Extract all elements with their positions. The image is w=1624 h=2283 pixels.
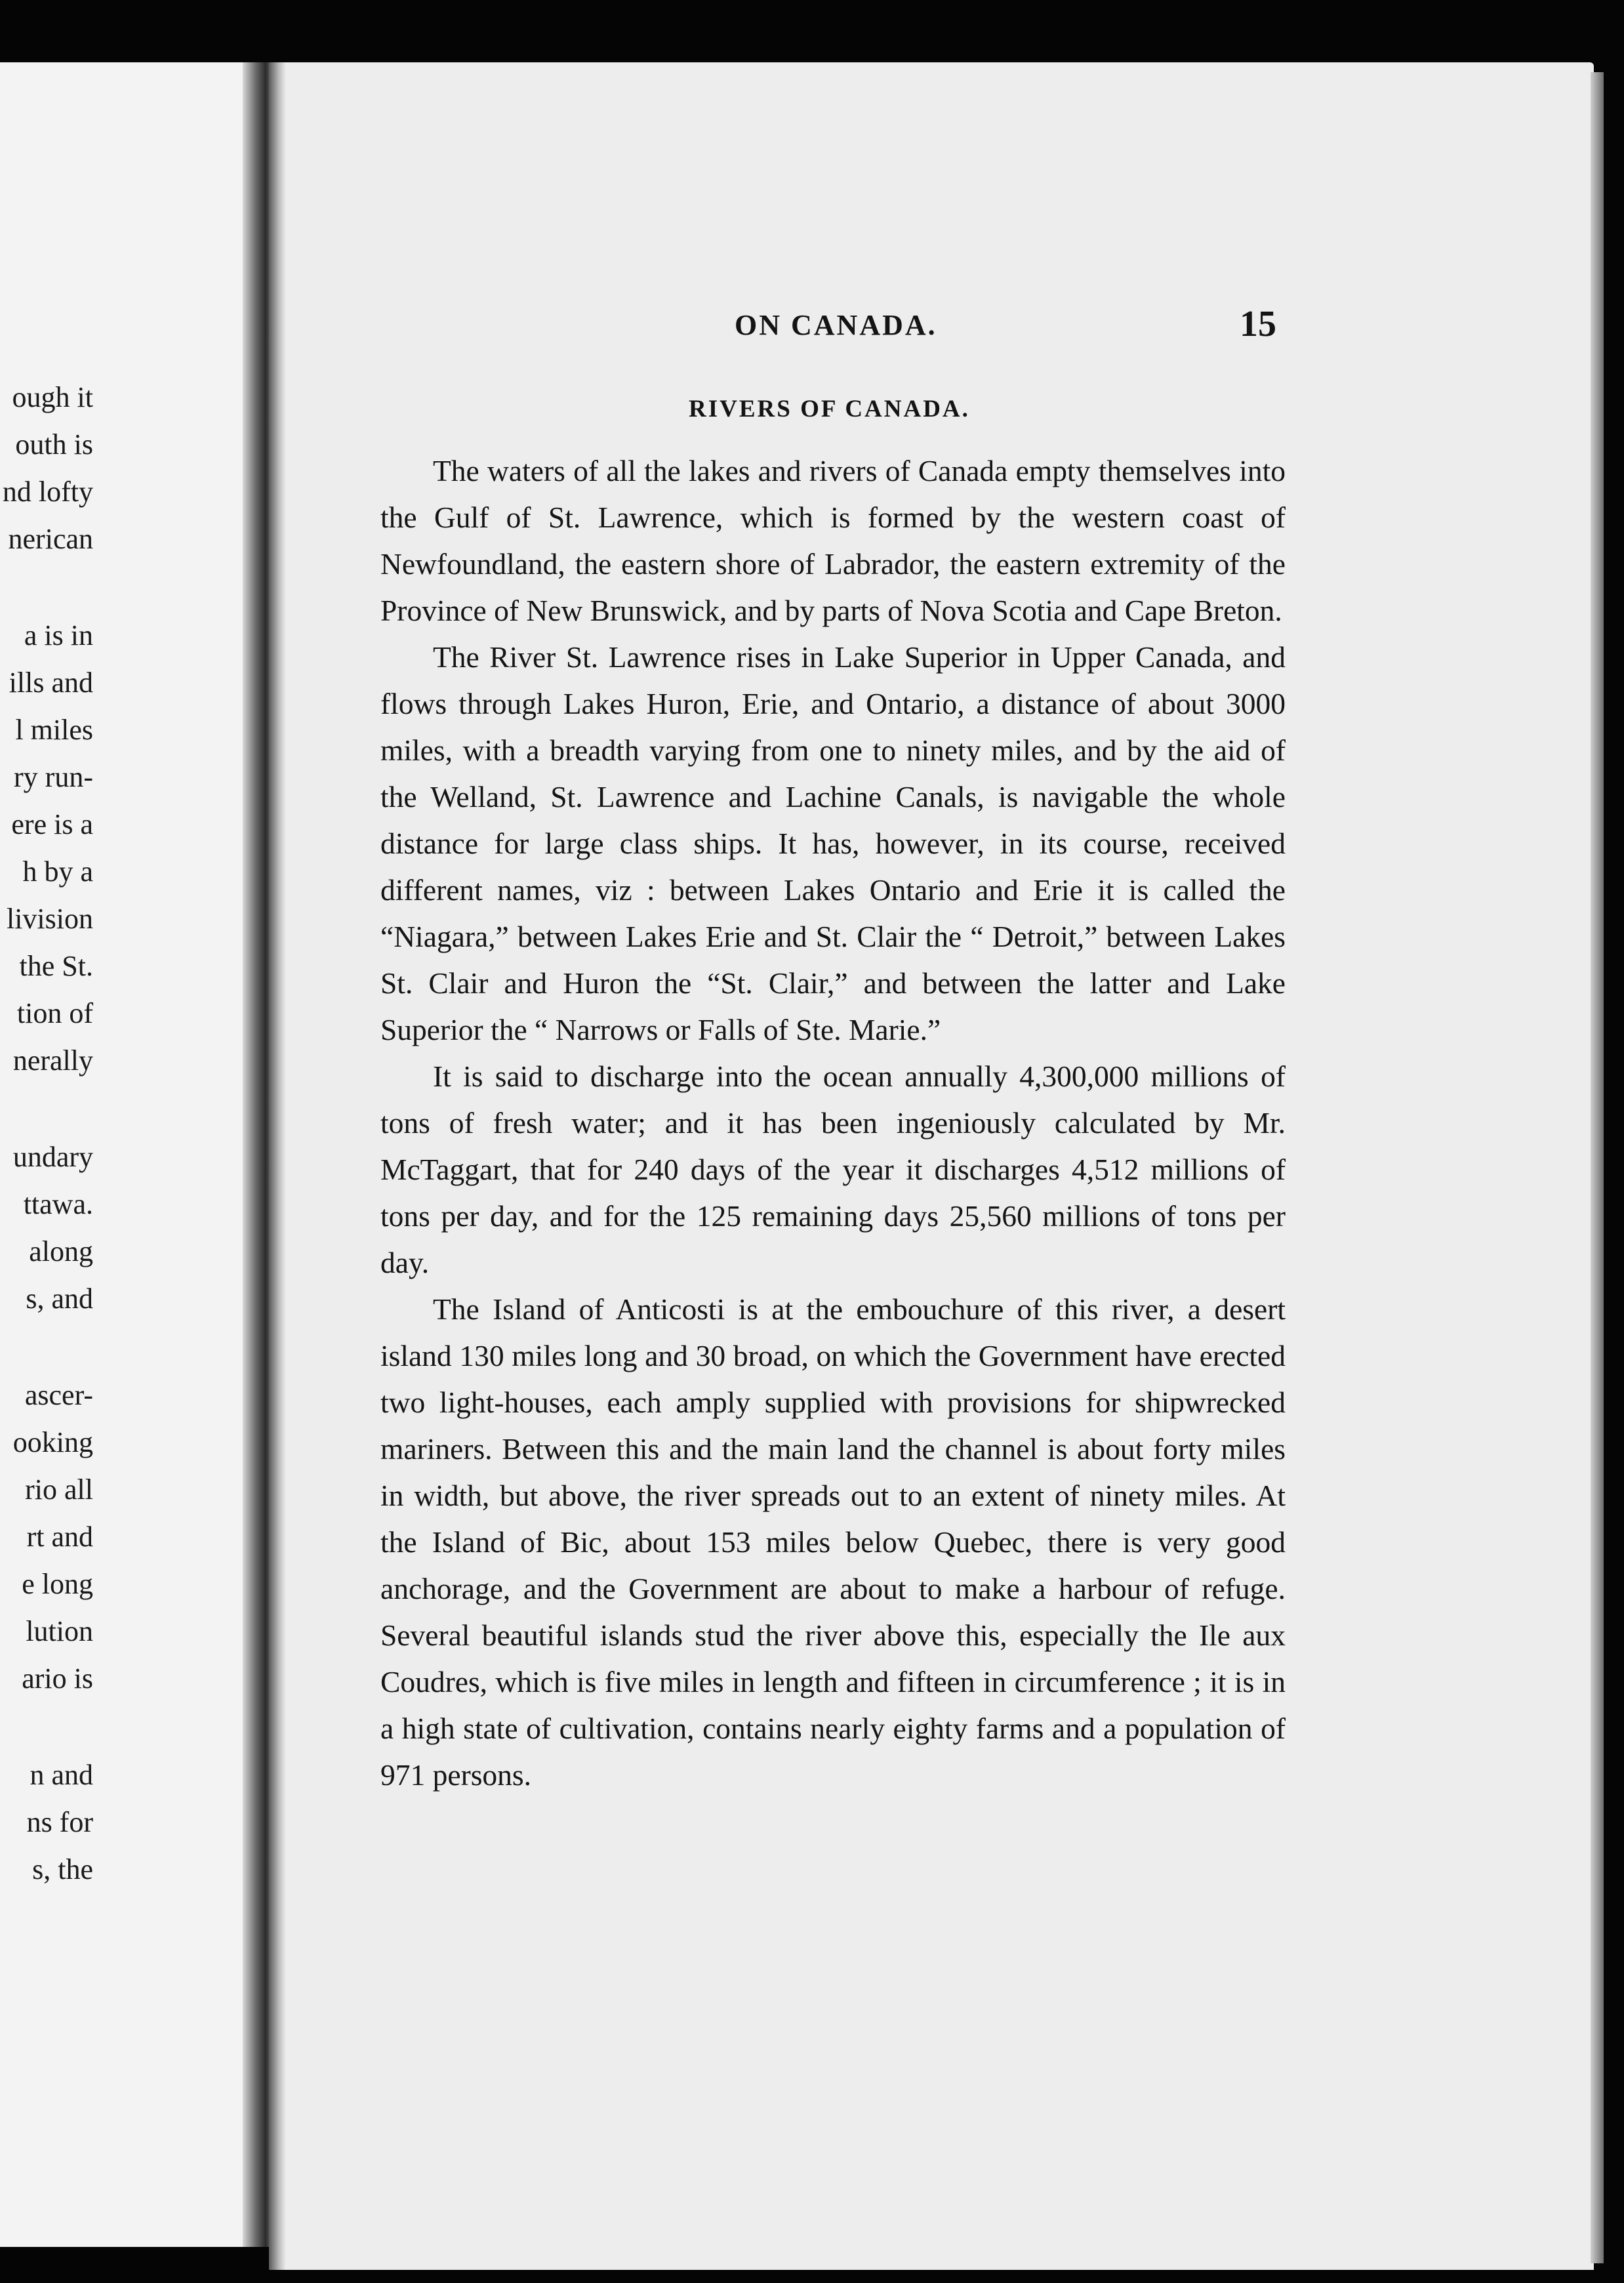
paragraph: The River St. Lawrence rises in Lake Superior in Upper Canada, and flows through Lakes Huron, Erie, and Ontario, a distance of about 3000 miles, with a breadth varying from one to ninety miles, and by the aid of the Welland, St. Lawrence and Lachine Canals, is navigable the whole distance for large class ships. It has, however, in its course, received different names, viz : between Lakes Ontario and Erie it is called the “Niagara,” between Lakes Erie and St. Clair the “ Detroit,” between Lakes St. Clair and Huron the “St. Clair,” and between the latter and Lake Superior the “ Narrows or Falls of Ste. Marie.” [380,640,1286,1046]
left-line: ns for [26,1806,93,1838]
left-line: the St. [19,950,93,982]
left-line: a is in [24,619,93,651]
left-line: tion of [16,997,93,1029]
paragraph: It is said to discharge into the ocean annually 4,300,000 millions of tons of fresh water; and it has been ingeniously calculated by Mr. McTaggart, that for 240 days of the year it discharges 4,512 millions of tons per day, and for the 125 remaining days 25,560 millions of tons per day. [380,1059,1286,1279]
body-text [380,447,1286,1798]
left-page [0,62,262,2247]
left-line: nd lofty [2,476,93,508]
left-line: n and [30,1759,93,1791]
left-line: l miles [15,714,93,746]
left-line: outh is [15,428,93,461]
left-line: ascer- [24,1379,93,1411]
left-line: h by a [22,855,93,888]
left-line: livision [6,903,93,935]
page-inner-shadow [269,62,286,2270]
paragraph: The waters of all the lakes and rivers of Canada empty themselves into the Gulf of St. Lawrence, which is formed by the western coast of Newfoundland, the eastern shore of Labrador, the eastern extremity of the Province of New Brunswick, and by parts of Nova Scotia and Cape Breton. [380,454,1286,627]
paragraph: The Island of Anticosti is at the embouchure of this river, a desert island 130 miles long and 30 broad, on which the Government have erected two light-houses, each amply supplied with provisions for shipwrecked mariners. Between this and the main land the channel is about forty miles in width, but above, the river spreads out to an extent of ninety miles. At the Island of Bic, about 153 miles below Quebec, there is very good anchorage, and the Government are about to make a harbour of refuge. Several beautiful islands stud the river above this, especially the Ile aux Coudres, which is five miles in length and fifteen in circumference ; it is in a high state of cultivation, contains nearly eighty farms and a population of 971 persons. [380,1292,1286,1792]
left-line: rt and [26,1521,93,1553]
page-edge [1591,72,1604,2263]
left-line: ario is [22,1662,93,1695]
left-line: along [29,1235,93,1267]
left-line: ills and [9,667,93,699]
left-line: undary [12,1141,93,1173]
left-line: ry run- [14,761,93,793]
running-head: ON CANADA. [735,309,937,341]
left-line: ere is a [11,808,93,840]
left-line: e long [22,1568,93,1600]
left-line: lution [26,1615,93,1647]
left-line: nerally [12,1044,93,1077]
left-line: rio all [25,1473,93,1506]
page-number: 15 [1240,304,1276,344]
left-line: nerican [8,523,93,555]
section-heading: RIVERS OF CANADA. [689,396,970,422]
left-line: ooking [12,1426,93,1458]
left-line: ough it [12,381,93,413]
left-line: s, and [26,1283,93,1315]
left-line: ttawa. [23,1188,93,1220]
left-line: s, the [32,1853,93,1885]
